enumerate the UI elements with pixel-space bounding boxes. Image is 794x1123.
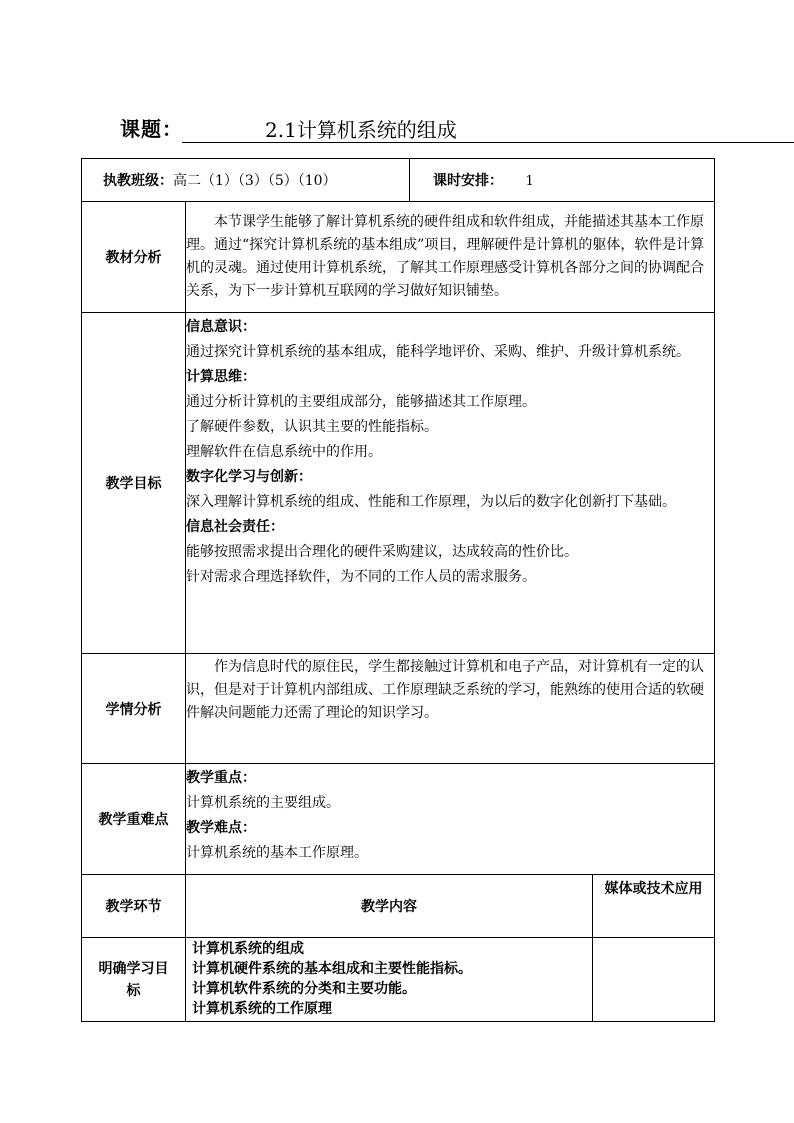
keypoint-heading: 教学重点：: [186, 770, 256, 786]
keypoint-line: 计算机系统的基本工作原理。: [186, 845, 368, 861]
students-label: 学情分析: [82, 654, 186, 764]
goal-heading: 计算思维：: [186, 369, 256, 385]
objective-line: 计算机硬件系统的基本组成和主要性能指标。: [192, 961, 472, 977]
goal-heading: 数字化学习与创新：: [186, 469, 312, 485]
class-cell: [82, 159, 410, 202]
hours-value: 1: [525, 174, 534, 189]
material-cell: [186, 202, 715, 313]
keypoints-label: 教学重难点: [82, 764, 186, 875]
col-header-media: 媒体或技术应用: [593, 875, 715, 938]
keypoint-line: 计算机系统的主要组成。: [186, 795, 340, 811]
objectives-cell: [186, 938, 593, 1022]
students-cell: [186, 654, 715, 764]
goal-line: 了解硬件参数，认识其主要的性能指标。: [186, 419, 438, 435]
col-header-content: 教学内容: [186, 875, 593, 938]
objective-line: 计算机系统的工作原理: [192, 1001, 332, 1017]
goal-line: 针对需求合理选择软件，为不同的工作人员的需求服务。: [186, 569, 536, 585]
goal-heading: 信息意识：: [186, 319, 256, 335]
title-label: 课题：: [120, 117, 183, 141]
col-header-stage: 教学环节: [82, 875, 186, 938]
hours-cell: [410, 159, 715, 202]
material-row: [82, 202, 715, 313]
material-label: 教材分析: [82, 202, 186, 313]
keypoints-row: [82, 764, 715, 875]
objective-line: 计算机软件系统的分类和主要功能。: [192, 981, 416, 997]
goal-line: 理解软件在信息系统中的作用。: [186, 444, 382, 460]
goals-label: 教学目标: [82, 313, 186, 654]
objectives-media-cell: [593, 938, 715, 1022]
lesson-plan-table: [81, 158, 715, 1022]
goal-line: 通过分析计算机的主要组成部分，能够描述其工作原理。: [186, 394, 536, 410]
column-header-row: [82, 875, 715, 938]
goal-heading: 信息社会责任：: [186, 519, 284, 535]
keypoints-cell: [186, 764, 715, 875]
hours-label: 课时安排：: [433, 173, 504, 189]
lesson-title: 2.1计算机系统的组成: [265, 118, 457, 142]
students-text: 作为信息时代的原住民，学生都接触过计算机和电子产品，对计算机有一定的认识，但是对于计算机内部组成、工作原理缺乏系统的学习，能熟练的使用合适的软硬件解决问题能力还需了理论的知识学习。: [186, 659, 704, 721]
goal-line: 能够按照需求提出合理化的硬件采购建议，达成较高的性价比。: [186, 544, 578, 560]
goal-line: 通过探究计算机系统的基本组成，能科学地评价、采购、维护、升级计算机系统。: [186, 344, 690, 360]
keypoint-heading: 教学难点：: [186, 820, 256, 836]
class-value: 高二（1）（3）（5）（10）: [173, 173, 337, 189]
material-text: 本节课学生能够了解计算机系统的硬件组成和软件组成，并能描述其基本工作原理。通过“探究计算机系统的基本组成”项目，理解硬件是计算机的躯体，软件是计算机的灵魂。通过使用计算机系统，了解其工作原理感受计算机各部分之间的协调配合关系，为下一步计算机互联网的学习做好知识铺垫。: [186, 214, 705, 299]
goals-cell: [186, 313, 715, 654]
objective-line: 计算机系统的组成: [192, 941, 304, 957]
info-row: [82, 159, 715, 202]
class-label: 执教班级：: [103, 173, 173, 189]
objectives-label: 明确学习目标: [82, 938, 186, 1022]
goals-row: [82, 313, 715, 654]
objectives-row: [82, 938, 715, 1022]
students-row: [82, 654, 715, 764]
goal-line: 深入理解计算机系统的组成、性能和工作原理，为以后的数字化创新打下基础。: [186, 494, 676, 510]
lesson-title-row: [120, 110, 680, 144]
